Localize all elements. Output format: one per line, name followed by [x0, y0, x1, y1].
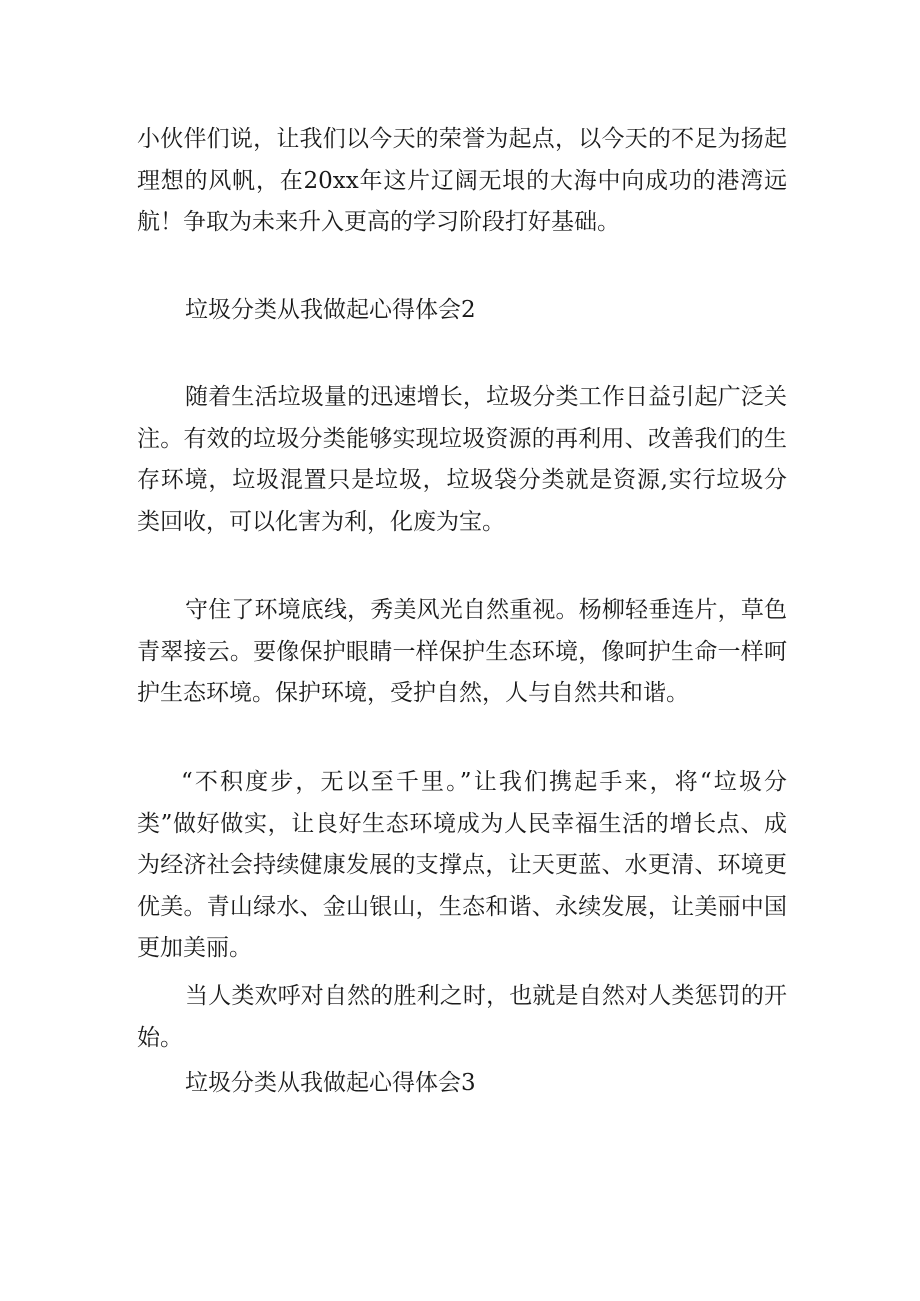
body-paragraph-1: 小伙伴们说，让我们以今天的荣誉为起点，以今天的不足为扬起理想的风帆，在20xx年这片辽阔无垠的大海中向成功的港湾远航！争取为未来升入更高的学习阶段打好基础。: [137, 126, 787, 235]
body-paragraph-3: 守住了环境底线，秀美风光自然重视。杨柳轻垂连片，草色青翠接云。要像保护眼睛一样保护生态环境，像呵护生命一样呵护生态环境。保护环境，受护自然，人与自然共和谐。: [137, 597, 787, 706]
body-paragraph-5: 当人类欢呼对自然的胜利之时，也就是自然对人类惩罚的开始。: [137, 983, 787, 1051]
section-heading-2: 垃圾分类从我做起心得体会2: [185, 297, 476, 323]
body-paragraph-2: 随着生活垃圾量的迅速增长，垃圾分类工作日益引起广泛关注。有效的垃圾分类能够实现垃圾资源的再利用、改善我们的生存环境，垃圾混置只是垃圾，垃圾袋分类就是资源,实行垃圾分类回收，可以化害为利，化废为宝。: [137, 384, 787, 535]
body-paragraph-4: “不积度步，无以至千里。”让我们携起手来，将“垃圾分类”做好做实，让良好生态环境成为人民幸福生活的增长点、成为经济社会持续健康发展的支撑点，让天更蓝、水更清、环境更优美。青山绿水、金山银山，生态和谐、永续发展，让美丽中国更加美丽。: [137, 769, 787, 961]
section-heading-3: 垃圾分类从我做起心得体会3: [185, 1070, 476, 1096]
